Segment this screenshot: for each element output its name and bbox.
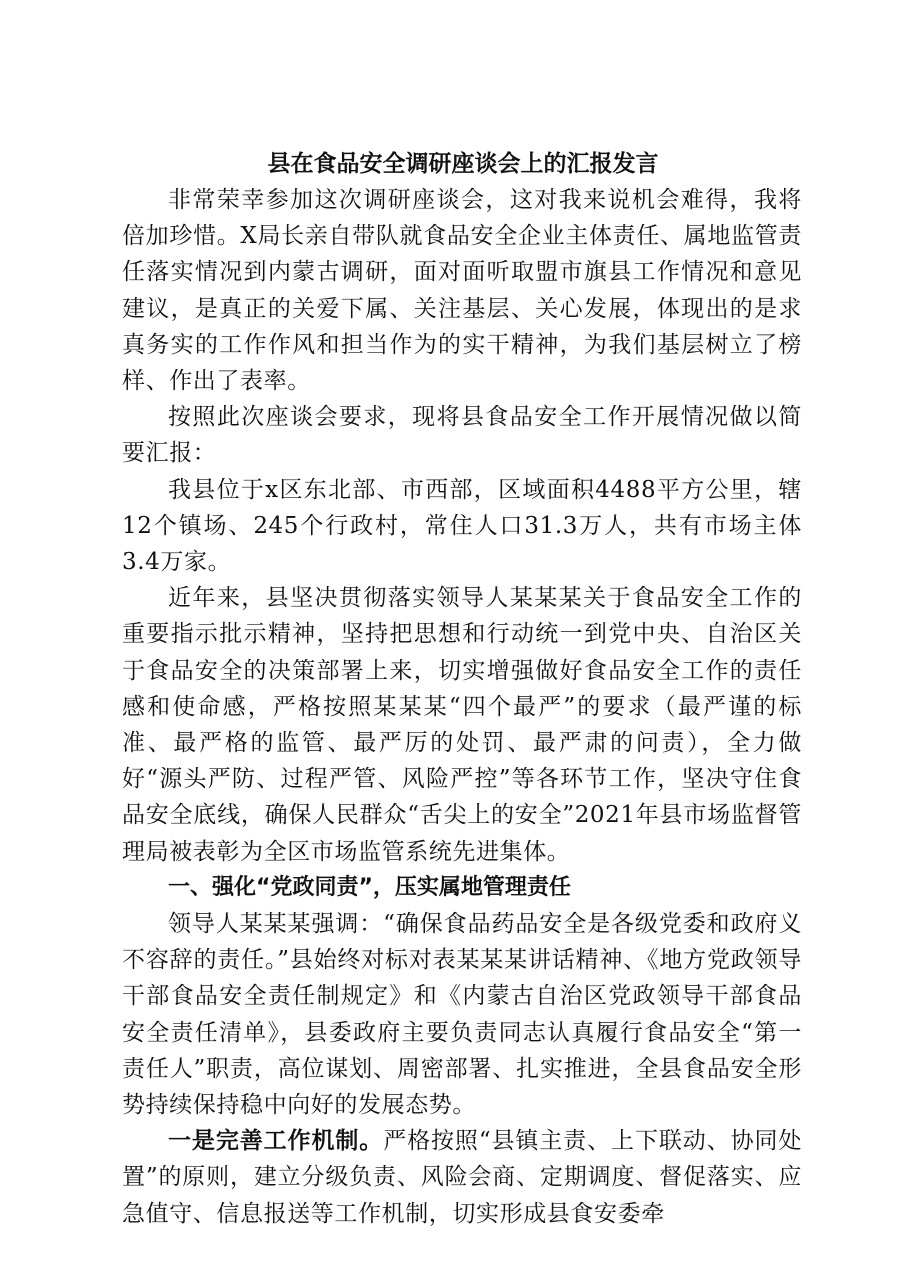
paragraph-section1: 领导人某某某强调：“确保食品药品安全是各级党委和政府义不容辞的责任。”县始终对标对表某某某讲话精神、《地方党政领导干部食品安全责任制规定》和《内蒙古自治区党政领导干部食品安全责任清单》，县委政府主要负责同志认真履行食品安全“第一责任人”职责，高位谋划、周密部署、扎实推进，全县食品安全形势持续保持稳中向好的发展态势。 — [122, 911, 802, 1119]
paragraph-county-overview: 我县位于x区东北部、市西部，区域面积4488平方公里，辖12个镇场、245个行政村，常住人口31.3万人，共有市场主体3.4万家。 — [122, 476, 802, 576]
document-title: 县在食品安全调研座谈会上的汇报发言 — [267, 150, 659, 177]
document-body — [122, 146, 802, 1232]
paragraph-intro: 非常荣幸参加这次调研座谈会，这对我来说机会难得，我将倍加珍惜。X局长亲自带队就食品安全企业主体责任、属地监管责任落实情况到内蒙古调研，面对面听取盟市旗县工作情况和意见建议，是真正的关爱下属、关注基层、关心发展，体现出的是求真务实的工作作风和担当作为的实干精神，为我们基层树立了榜样、作出了表率。 — [122, 187, 802, 395]
paragraph-item1 — [122, 1123, 802, 1232]
paragraph-report-request: 按照此次座谈会要求，现将县食品安全工作开展情况做以简要汇报： — [122, 404, 802, 467]
item1-lead: 一是完善工作机制。 — [168, 1128, 384, 1155]
item1-text: 严格按照“县镇主责、上下联动、协同处置”的原则，建立分级负责、风险会商、定期调度、督促落实、应急值守、信息报送等工作机制，切实形成县食安委牵 — [122, 1128, 802, 1227]
paragraph-recent-years: 近年来，县坚决贯彻落实领导人某某某关于食品安全工作的重要指示批示精神，坚持把思想和行动统一到党中央、自治区关于食品安全的决策部署上来，切实增强做好食品安全工作的责任感和使命感，严格按照某某某“四个最严”的要求（最严谨的标准、最严格的监管、最严厉的处罚、最严肃的问责），全力做好“源头严防、过程严管、风险严控”等各环节工作，坚决守住食品安全底线，确保人民群众“舌尖上的安全”2021年县市场监督管理局被表彰为全区市场监管系统先进集体。 — [122, 585, 802, 865]
section-heading-1: 一、强化“党政同责”，压实属地管理责任 — [168, 874, 571, 900]
